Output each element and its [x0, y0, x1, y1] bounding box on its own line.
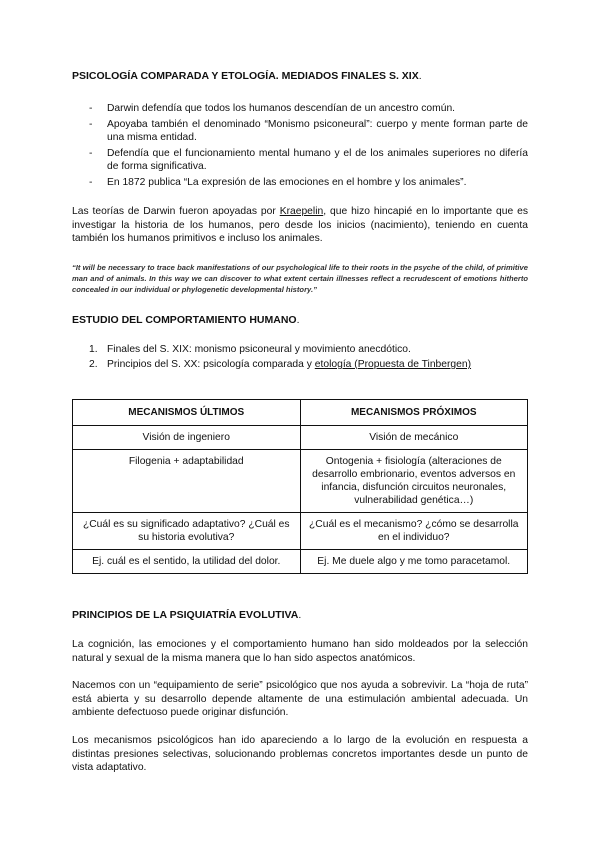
list-number: 1. [89, 344, 98, 355]
heading-period: . [298, 609, 302, 621]
bullet-text: Darwin defendía que todos los humanos descendían de un ancestro común. [107, 103, 456, 114]
bullet-text: En 1872 publica “La expresión de las emociones en el hombre y los animales”. [107, 176, 467, 188]
table-cell: ¿Cuál es el mecanismo? ¿cómo se desarrolla en el individuo? [300, 513, 528, 550]
list-number: 2. [89, 359, 98, 370]
section-heading-human-behaviour [72, 314, 300, 326]
mechanisms-table [72, 399, 528, 574]
table-cell: Ontogenia + fisiología (alteraciones de desarrollo embrionario, eventos adversos en infancia, disfunción circuitos neuronales, vulnerabilidad genética…) [300, 450, 528, 513]
paragraph-text: Las teorías de Darwin fueron apoyadas por [72, 206, 280, 217]
heading-text: PRINCIPIOS DE LA PSIQUIATRÍA EVOLUTIVA [72, 609, 299, 621]
table-row [73, 550, 528, 574]
paragraph-text: , que hizo hincapié en lo importante que es investigar la historia de los humanos, pero desde los inicios (nacimiento), teniendo en cuenta también los humanos primitivos e incluso los animales. [72, 206, 528, 244]
kraepelin-quote: “It will be necessary to trace back manifestations of our psychological life to their roots in the psyche of the child, of primitive man and of animals. In this way we can discover to what extent certain illnesses reflect a recrudescent of emotions hitherto concealed in our individual or phylogenetic developmental history.” [72, 263, 528, 294]
heading-period: . [296, 314, 300, 326]
table-cell: Ej. cuál es el sentido, la utilidad del dolor. [73, 550, 301, 574]
behaviour-numbered-list [72, 342, 528, 372]
table-row [73, 513, 528, 550]
list-item [72, 118, 528, 145]
table-cell: ¿Cuál es su significado adaptativo? ¿Cuál es su historia evolutiva? [73, 513, 301, 550]
table-header-row [73, 400, 528, 426]
list-text: Principios del S. XX: psicología comparada y [107, 359, 315, 370]
header-proximate-mechanisms: MECANISMOS PRÓXIMOS [300, 400, 528, 426]
darwin-bullet-list [72, 102, 528, 191]
kraepelin-paragraph [72, 205, 528, 246]
kraepelin-link[interactable]: Kraepelin [279, 206, 324, 217]
header-ultimate-mechanisms: MECANISMOS ÚLTIMOS [73, 400, 301, 426]
table-cell: Filogenia + adaptabilidad [73, 450, 301, 513]
list-text: Finales del S. XIX: monismo psiconeural y movimiento anecdótico. [107, 344, 411, 355]
bullet-mark: - [89, 176, 93, 188]
bullet-mark: - [89, 118, 93, 130]
heading-text: PSICOLOGÍA COMPARADA Y ETOLOGÍA. MEDIADOS FINALES S. XIX [72, 70, 419, 82]
table-row [73, 426, 528, 450]
paragraph: La cognición, las emociones y el comportamiento humano han sido moldeados por la selección natural y sexual de la misma manera que lo han sido aspectos anatómicos. [72, 639, 528, 664]
bullet-text: Defendía que el funcionamiento mental humano y el de los animales superiores no difería de forma significativa. [107, 147, 528, 172]
bullet-text: Apoyaba también el denominado “Monismo psiconeural”: cuerpo y mente forman parte de una misma entidad. [107, 118, 528, 143]
list-item [72, 102, 528, 116]
tinbergen-link[interactable]: etología (Propuesta de Tinbergen) [314, 359, 472, 370]
table-cell: Ej. Me duele algo y me tomo paracetamol. [300, 550, 528, 574]
bullet-mark: - [89, 103, 93, 114]
table-cell: Visión de mecánico [300, 426, 528, 450]
heading-text: ESTUDIO DEL COMPORTAMIENTO HUMANO [72, 314, 297, 326]
paragraph: Nacemos con un “equipamiento de serie” psicológico que nos ayuda a sobrevivir. La “hoja de ruta” está abierta y su desarrollo depende altamente de una estimulación ambiental adecuada. Un ambiente defectuoso puede originar disfunción. [72, 680, 528, 718]
list-item [72, 357, 528, 372]
list-item [72, 342, 528, 357]
section-heading-evolutionary-psychiatry [72, 609, 301, 621]
section-heading-comparative-psychology [72, 70, 422, 82]
list-item [72, 147, 528, 174]
table-row [73, 450, 528, 513]
list-item [72, 176, 528, 190]
paragraph: Los mecanismos psicológicos han ido apareciendo a lo largo de la evolución en respuesta a distintas presiones selectivas, solucionando problemas concretos importantes desde un punto de vista adaptativo. [72, 735, 528, 773]
table-cell: Visión de ingeniero [73, 426, 301, 450]
bullet-mark: - [89, 147, 93, 159]
heading-period: . [418, 70, 422, 82]
